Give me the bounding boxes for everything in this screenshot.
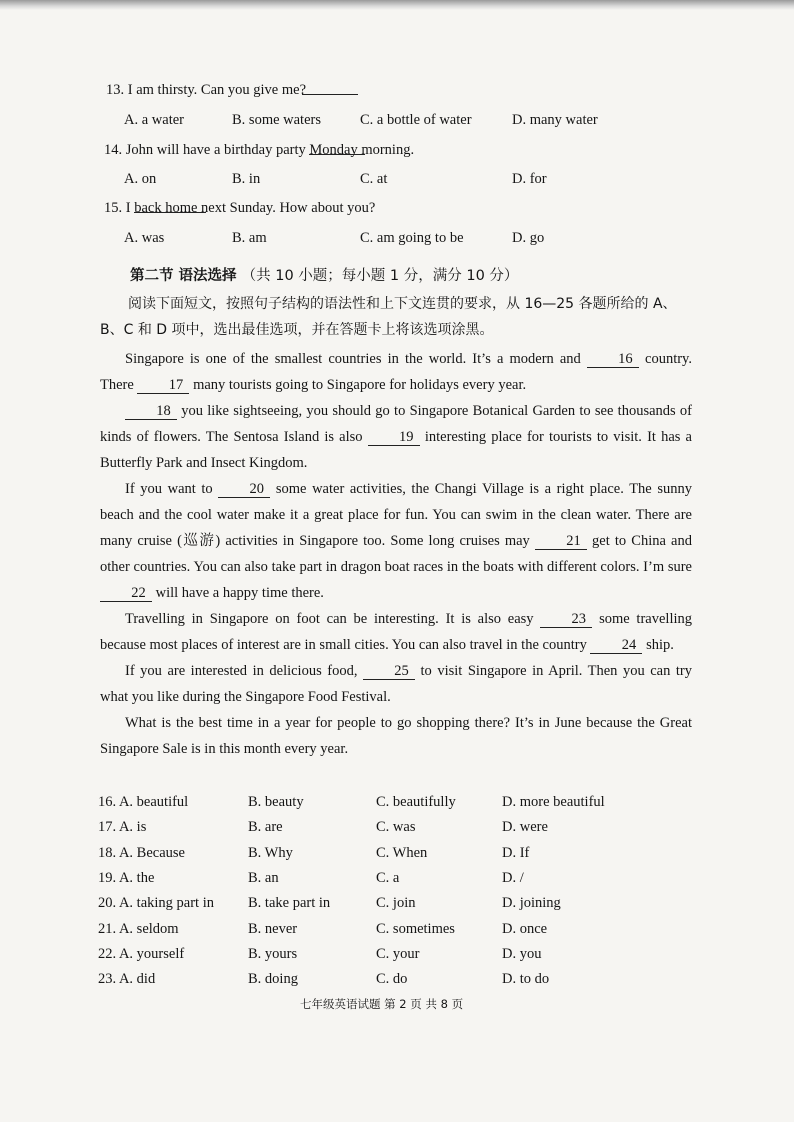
passage-text: What is the best time in a year for people to go shopping there? It’s in June because the Great Singapore Sale is in this month every year. (100, 715, 692, 757)
options-15 (0, 226, 794, 250)
numbered-blank: 20 (218, 481, 270, 498)
option-row (0, 891, 794, 916)
answer-blank (309, 138, 365, 155)
grammar-option: C. sometimes (376, 920, 455, 937)
grammar-option: C. was (376, 819, 416, 836)
page-footer: 七年级英语试题 第 2 页 共 8 页 (300, 997, 464, 1011)
numbered-blank: 23 (540, 611, 592, 628)
question-13 (0, 78, 794, 102)
numbered-blank: 18 (125, 403, 177, 420)
section-score-note: （共 10 小题；每小题 1 分，满分 10 分） (241, 268, 519, 284)
question-stem: 14. John will have a birthday party (104, 142, 306, 158)
passage-text: interesting place for tourists to visit. It has a Butterfly Park and Insect Kingdom. (100, 429, 692, 471)
passage-text: If you want to (125, 481, 219, 497)
answer-blank (302, 78, 358, 95)
option-c: C. am going to be (360, 230, 464, 246)
grammar-option: C. do (376, 971, 408, 988)
grammar-option: 17. A. is (98, 819, 147, 836)
passage-text: If you are interested in delicious food, (125, 663, 363, 679)
option-row (0, 917, 794, 942)
option-a: A. on (124, 171, 157, 187)
section-heading (130, 264, 518, 285)
option-row (0, 866, 794, 891)
option-row (0, 967, 794, 992)
passage-text: country. There (100, 351, 692, 393)
grammar-option: D. you (502, 945, 542, 962)
grammar-option: D. / (502, 869, 524, 886)
grammar-option: C. join (376, 895, 416, 912)
option-row (0, 790, 794, 815)
question-stem-end: Monday morning. (309, 142, 415, 158)
numbered-blank: 21 (535, 533, 587, 550)
grammar-option: C. beautifully (376, 794, 456, 810)
grammar-option: B. beauty (248, 794, 304, 810)
answer-blank (134, 196, 206, 213)
numbered-blank: 22 (100, 585, 152, 602)
question-14 (0, 138, 794, 162)
numbered-blank: 17 (137, 377, 189, 394)
grammar-option: 21. A. seldom (98, 920, 179, 937)
grammar-option: B. an (248, 869, 279, 886)
grammar-option: B. yours (248, 945, 298, 962)
question-stem: 15. I (104, 200, 131, 216)
passage-text: you like sightseeing, you should go to Singapore Botanical Garden to see thousands of kinds of flowers. The Sentosa Island is also (100, 403, 692, 445)
section-title: 第二节 语法选择 (130, 268, 237, 284)
grammar-option: 18. A. Because (98, 844, 185, 861)
option-b: B. some waters (232, 112, 321, 128)
grammar-option: D. If (502, 844, 530, 861)
passage-text: many tourists going to Singapore for holidays every year. (189, 377, 527, 393)
grammar-option: D. more beautiful (502, 794, 605, 810)
question-stem-end: ? (299, 82, 307, 98)
grammar-option: 20. A. taking part in (98, 895, 214, 912)
grammar-option: D. to do (502, 971, 550, 988)
grammar-option: D. were (502, 819, 548, 836)
grammar-option: 19. A. the (98, 869, 155, 886)
passage-paragraph (100, 398, 692, 476)
passage-paragraph (100, 346, 692, 398)
grammar-option: D. once (502, 920, 548, 937)
option-b: B. in (232, 171, 261, 187)
passage-text: some travelling because most places of interest are in small cities. You can also travel in the country (100, 611, 692, 653)
grammar-option: D. joining (502, 895, 561, 912)
grammar-option: 23. A. did (98, 971, 156, 988)
option-b: B. am (232, 230, 267, 246)
option-a: A. a water (124, 112, 184, 128)
option-a: A. was (124, 230, 165, 246)
section-instructions: 阅读下面短文，按照句子结构的语法性和上下文连贯的要求，从 16—25 各题所给的 A、B、C 和 D 项中，选出最佳选项，并在答题卡上将该选项涂黑。 (100, 296, 677, 338)
reading-passage (100, 346, 692, 762)
option-d: D. go (512, 230, 545, 246)
passage-text: ship. (642, 637, 674, 653)
grammar-option: C. your (376, 945, 420, 962)
grammar-option: 16. A. beautiful (98, 794, 189, 810)
question-stem: 13. I am thirsty. Can you give me (106, 82, 300, 98)
passage-text: get to China and other countries. You can also take part in dragon boat races in the boats with different colors. I’m sure (100, 533, 692, 575)
passage-paragraph (100, 476, 692, 606)
passage-text: to visit Singapore in April. Then you can try what you like during the Singapore Food Festival. (100, 663, 692, 705)
passage-paragraph (100, 710, 692, 762)
numbered-blank: 25 (363, 663, 415, 680)
numbered-blank: 19 (368, 429, 420, 446)
option-row (0, 841, 794, 866)
passage-text: will have a happy time there. (152, 585, 324, 601)
question-15 (0, 196, 794, 220)
passage-paragraph (100, 606, 692, 658)
grammar-option: B. doing (248, 971, 298, 988)
grammar-option: B. Why (248, 844, 293, 861)
option-d: D. many water (512, 112, 598, 128)
option-row (0, 815, 794, 840)
question-stem-end: back home next Sunday. How about you? (134, 200, 376, 216)
passage-text: some water activities, the Changi Village is a right place. The sunny beach and the cool water make it a great place for fun. You can swim in the clean water. There are many cruise (巡游) activities in Singapore too. Some long cruises may (100, 481, 692, 549)
options-13 (0, 108, 794, 132)
passage-text: Travelling in Singapore on foot can be interesting. It is also easy (125, 611, 541, 627)
numbered-blank: 16 (587, 351, 639, 368)
grammar-option: C. When (376, 844, 428, 861)
passage-text: Singapore is one of the smallest countries in the world. It’s a modern and (125, 351, 587, 367)
grammar-option: B. take part in (248, 895, 331, 912)
option-row (0, 942, 794, 967)
grammar-option: B. never (248, 920, 298, 937)
numbered-blank: 24 (590, 637, 642, 654)
grammar-option: 22. A. yourself (98, 945, 185, 962)
option-c: C. a bottle of water (360, 112, 472, 128)
options-14 (0, 167, 794, 191)
grammar-option: C. a (376, 869, 400, 886)
option-c: C. at (360, 171, 388, 187)
option-d: D. for (512, 171, 547, 187)
grammar-option: B. are (248, 819, 283, 836)
passage-paragraph (100, 658, 692, 710)
